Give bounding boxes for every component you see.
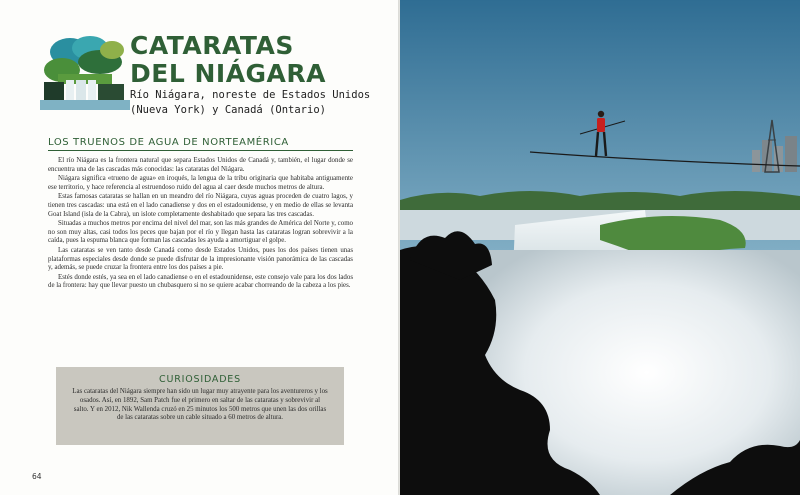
waterfall-logo-icon xyxy=(40,30,130,110)
paragraph: Niágara significa «trueno de agua» en iroqués, la lengua de la tribu originaria que habitaba antiguamente ese territorio, y hace referencia al estruendoso ruido del agua al caer desde muchos metros de altura. xyxy=(48,175,353,191)
curiosities-title: CURIOSIDADES xyxy=(159,374,241,385)
curiosities-text: Las cataratas del Niágara siempre han sido un lugar muy atrayente para los aventureros y los osados. Así, en 1892, Sam Patch fue el primero en saltar de las cataratas y sobrevivir al salto. Y en 2012, Nik Wallenda cruzó en 25 minutos los 500 metros que unen las dos orillas de las cataratas sobre un cable situado a 60 metros de altura. xyxy=(72,388,328,422)
niagara-tightrope-illustration xyxy=(400,0,800,495)
paragraph: Situadas a muchos metros por encima del nivel del mar, son las más grandes de América del Norte y, como no son muy altas, casi todos los peces que bajan por el río y llegan hasta las cataratas logran sobrevivir a la caída, pues la espuma blanca que forman las cascadas les ayuda a amortiguar el golpe. xyxy=(48,220,353,245)
title-line: CATARATAS xyxy=(130,31,294,60)
title-line: DEL NIÁGARA xyxy=(130,59,327,88)
paragraph: El río Niágara es la frontera natural que separa Estados Unidos de Canadá y, también, el lugar donde se encuentra una de las cascadas más conocidas: las cataratas del Niágara. xyxy=(48,157,353,173)
page-number: 64 xyxy=(32,472,42,481)
paragraph: Estés donde estés, ya sea en el lado canadiense o en el estadounidense, este consejo vale para los dos lados de la frontera: hay que llevar puesto un chubasquero si no se quiere acabar chorreando de la cabeza a los pies. xyxy=(48,273,353,290)
page-title xyxy=(130,32,370,88)
paragraph: Estas famosas cataratas se hallan en un meandro del río Niágara, cuyas aguas proceden de cuatro lagos, y tienen tres cascadas: una está en el lado canadiense y dos en el estadounidense, y en medio de ellas se levanta Goat Island (isla de la Cabra), un islote completamente deshabitado que separa las tres cascadas. xyxy=(48,193,353,218)
right-page-illustration xyxy=(400,0,800,495)
section-heading: LOS TRUENOS DE AGUA DE NORTEAMÉRICA xyxy=(48,137,289,148)
section-divider xyxy=(48,150,353,151)
subtitle-line: (Nueva York) y Canadá (Ontario) xyxy=(130,104,326,116)
subtitle-line: Río Niágara, noreste de Estados Unidos xyxy=(130,89,371,101)
body-text xyxy=(48,157,353,292)
location-subtitle xyxy=(130,88,380,118)
curiosities-box xyxy=(56,367,344,445)
paragraph: Las cataratas se ven tanto desde Canadá como desde Estados Unidos, pues los dos países tienen unas plataformas especiales desde donde se puede disfrutar de la impresionante visión panorámica de las cascadas y, además, se puede cruzar la frontera entre los dos países a pie. xyxy=(48,246,353,272)
